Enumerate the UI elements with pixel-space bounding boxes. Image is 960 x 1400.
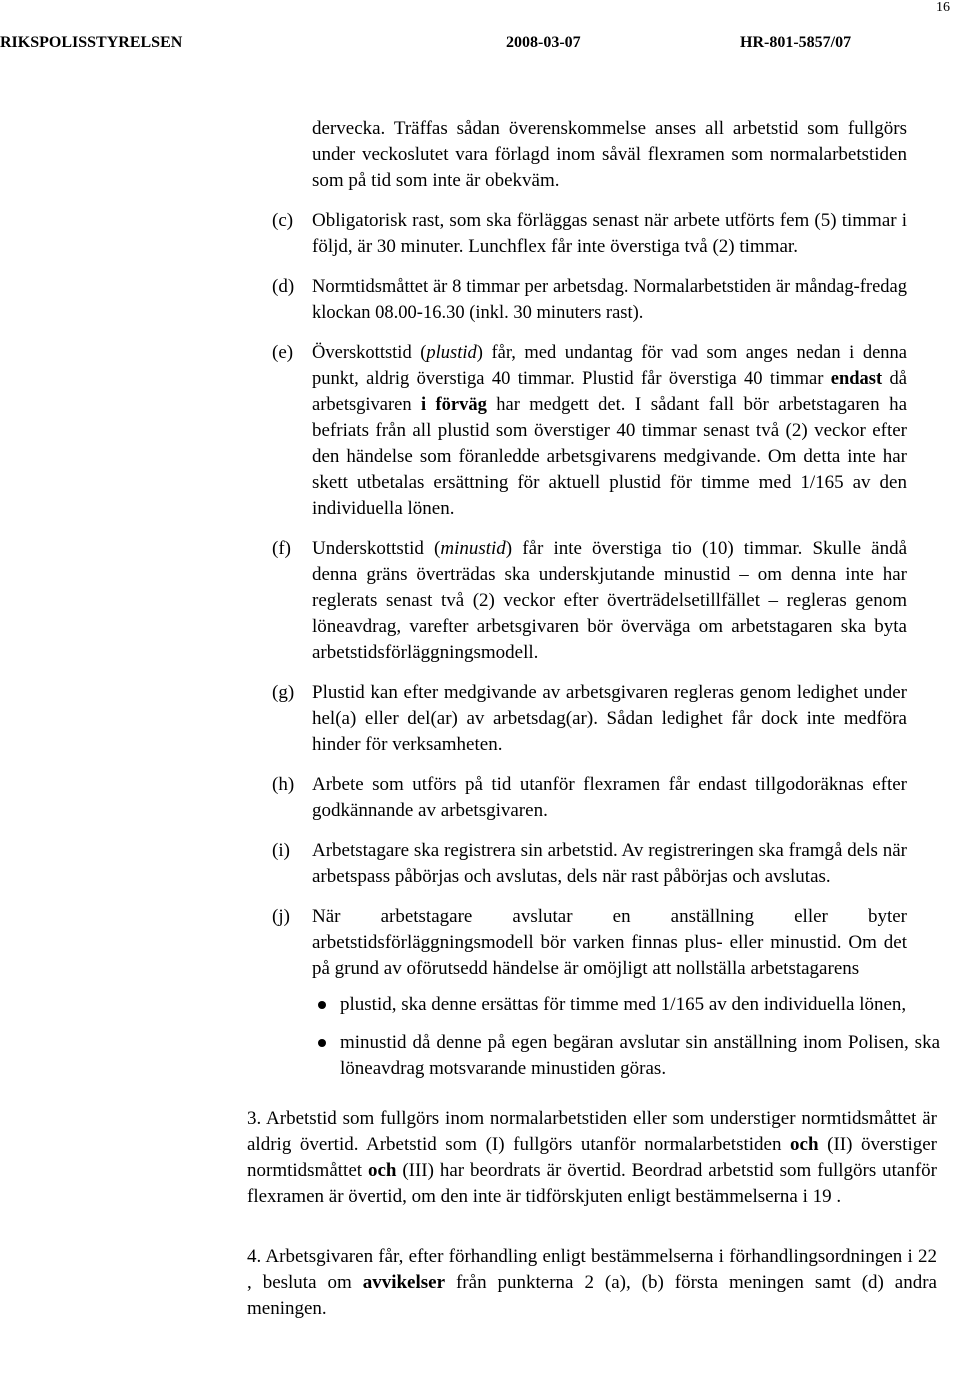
item-e [0, 340, 960, 522]
item-text: Underskottstid (minustid) får inte överstiga tio (10) timmar. Skulle ändå denna gräns överträdas ska underskjutande minustid – om denna inte har reglerats senast två (2) veckor efter överträdelsetillfället – regleras genom löneavdrag, varefter arbetsgivaren bör överväga om arbetstagaren ska byta arbetstidsförläggningsmodell. [312, 538, 908, 663]
item-label: (e) [272, 342, 294, 363]
continuation-paragraph: dervecka. Träffas sådan överenskommelse anses all arbetstid som fullgörs under veckoslutet vara förlagd inom såväl flexramen som normalarbetstiden som på tid som inte är obekväm. [312, 118, 907, 191]
document-body [0, 116, 960, 1322]
item-text: Obligatorisk rast, som ska förläggas senast när arbete utförts fem (5) timmar i följd, är 30 minuter. Lunchflex får inte överstiga två (2) timmar. [312, 210, 907, 257]
document-header [0, 34, 895, 54]
header-reference: HR-801-5857/07 [740, 34, 852, 51]
item-d [0, 274, 960, 326]
item-text: Arbetstagare ska registrera sin arbetstid. Av registreringen ska framgå dels när arbetspass påbörjas och avslutas, dels när rast påbörjas och avslutas. [312, 840, 907, 887]
header-date: 2008-03-07 [506, 34, 581, 51]
item-c [0, 208, 960, 260]
bullet-icon [318, 1001, 326, 1009]
item-label: (f) [272, 538, 291, 559]
item-label: (j) [272, 906, 290, 927]
section-3-paragraph: 3. Arbetstid som fullgörs inom normalarbetstiden eller som understiger normtidsmåttet är aldrig övertid. Arbetstid som (I) fullgörs utanför normalarbetstiden och (II) överstiger normtidsmåttet och (III) har beordrats är övertid. Beordrad arbetstid som fullgörs utanför flexramen är övertid, om den inte är tidförskjuten enligt bestämmelserna i 19 . [247, 1108, 937, 1207]
list-item [0, 992, 960, 1018]
bullet-list [0, 992, 960, 1082]
bullet-icon [318, 1039, 326, 1047]
item-label: (g) [272, 682, 295, 703]
section-4-paragraph: 4. Arbetsgivaren får, efter förhandling enligt bestämmelserna i förhandlingsordningen i 22 , besluta om avvikelser från punkterna 2 (a), (b) första meningen samt (d) andra meningen. [247, 1246, 937, 1319]
item-f [0, 536, 960, 666]
item-label: (d) [272, 276, 295, 297]
list-item [0, 1030, 960, 1082]
item-text: Plustid kan efter medgivande av arbetsgivaren regleras genom ledighet under hel(a) eller del(ar) av arbetsdag(ar). Sådan ledighet får dock inte medföra hinder för verksamheten. [312, 682, 907, 755]
item-text: När arbetstagare avslutar en anställning eller byter arbetstidsförläggningsmodell bör varken finnas plus- eller minustid. Om det på grund av oförutsedd händelse är omöjligt att nollställa arbetstagarens [312, 906, 907, 979]
item-text: Överskottstid (plustid) får, med undantag för vad som anges nedan i denna punkt, aldrig överstiga 40 timmar. Plustid får överstiga 40 timmar endast då arbetsgivaren i förväg har medgett det. I sådant fall bör arbetstagaren ha befriats från all plustid som överstiger 40 timmar senast två (2) veckor efter den händelse som föranledde arbetsgivarens medgivande. Om detta inte har skett utbetalas ersättning för aktuell plustid för timme med 1/165 av den individuella lönen. [312, 343, 908, 519]
header-organization: RIKSPOLISSTYRELSEN [0, 34, 183, 51]
item-i [0, 838, 960, 890]
item-label: (c) [272, 210, 294, 231]
item-text: Normtidsmåttet är 8 timmar per arbetsdag. Normalarbetstiden är måndag-fredag klockan 08.00-16.30 (inkl. 30 minuters rast). [312, 277, 907, 323]
item-label: (h) [272, 774, 295, 795]
item-text: Arbete som utförs på tid utanför flexramen får endast tillgodoräknas efter godkännande av arbetsgivaren. [312, 774, 907, 821]
list-item-text: plustid, ska denne ersättas för timme med 1/165 av den individuella lönen, [340, 994, 907, 1015]
item-j [0, 904, 960, 1082]
page-number: 16 [936, 0, 950, 15]
item-h [0, 772, 960, 824]
item-label: (i) [272, 840, 290, 861]
list-item-text: minustid då denne på egen begäran avslutar sin anställning inom Polisen, ska löneavdrag motsvarande minustiden göras. [340, 1032, 940, 1079]
item-g [0, 680, 960, 758]
